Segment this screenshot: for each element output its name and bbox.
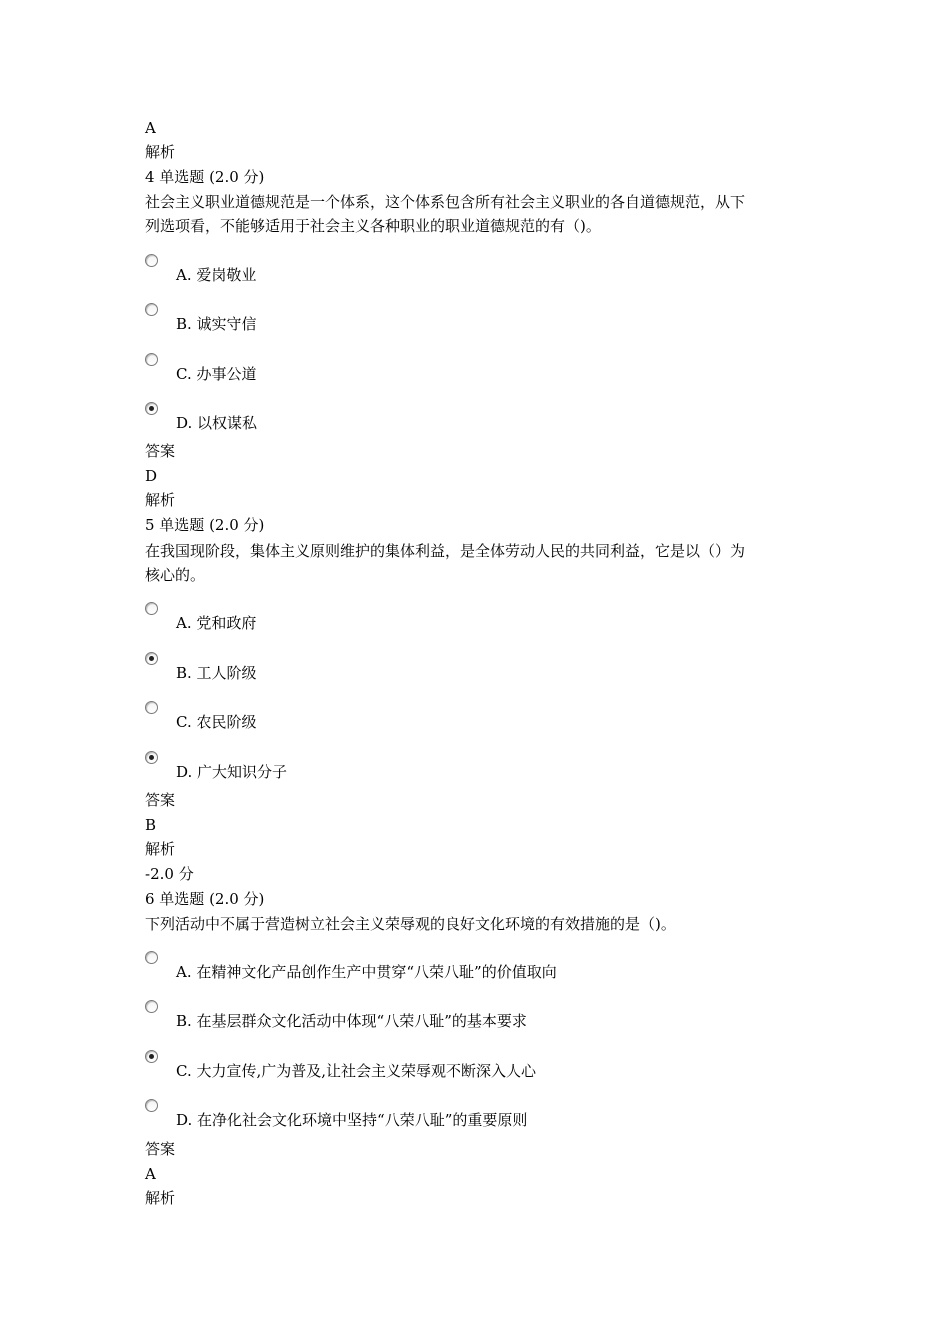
option-label: C. 大力宣传,广为普及,让社会主义荣辱观不断深入人心 (176, 1062, 537, 1080)
answer-label: 答案 (145, 442, 176, 460)
question-stem-line: 核心的。 (145, 566, 206, 584)
answer-label: 答案 (145, 1140, 176, 1158)
question-header: 5 单选题 (2.0 分) (145, 516, 265, 534)
radio-button[interactable] (145, 402, 158, 415)
radio-button[interactable] (145, 1000, 158, 1013)
radio-button[interactable] (145, 1050, 158, 1063)
analysis-label: 解析 (145, 491, 176, 509)
option-label: C. 办事公道 (176, 365, 257, 383)
radio-button[interactable] (145, 701, 158, 714)
answer-label: 答案 (145, 791, 176, 809)
radio-button[interactable] (145, 602, 158, 615)
question-stem-line: 下列活动中不属于营造树立社会主义荣辱观的良好文化环境的有效措施的是（)。 (145, 915, 676, 933)
option-label: A. 爱岗敬业 (176, 266, 257, 284)
option-label: B. 在基层群众文化活动中体现“八荣八耻”的基本要求 (176, 1012, 527, 1030)
option-label: D. 广大知识分子 (176, 763, 288, 781)
answer-value: B (145, 816, 157, 834)
radio-button[interactable] (145, 951, 158, 964)
answer-value: D (145, 467, 158, 485)
question-stem-line: 在我国现阶段，集体主义原则维护的集体利益，是全体劳动人民的共同利益，它是以（）为 (145, 542, 746, 560)
option-label: B. 工人阶级 (176, 664, 257, 682)
question-stem-line: 列选项看，不能够适用于社会主义各种职业的职业道德规范的有（)。 (145, 217, 601, 235)
option-label: B. 诚实守信 (176, 315, 257, 333)
question-header: 6 单选题 (2.0 分) (145, 890, 265, 908)
option-label: D. 在净化社会文化环境中坚持“八荣八耻”的重要原则 (176, 1111, 528, 1129)
option-label: A. 党和政府 (176, 614, 257, 632)
score-text: -2.0 分 (145, 865, 194, 883)
radio-button[interactable] (145, 254, 158, 267)
radio-button[interactable] (145, 353, 158, 366)
answer-value: A (145, 119, 156, 137)
option-label: C. 农民阶级 (176, 713, 257, 731)
radio-button[interactable] (145, 1099, 158, 1112)
radio-button[interactable] (145, 751, 158, 764)
question-stem-line: 社会主义职业道德规范是一个体系，这个体系包含所有社会主义职业的各自道德规范，从下 (145, 193, 746, 211)
question-header: 4 单选题 (2.0 分) (145, 168, 265, 186)
option-label: D. 以权谋私 (176, 414, 258, 432)
option-label: A. 在精神文化产品创作生产中贯穿“八荣八耻”的价值取向 (176, 963, 557, 981)
analysis-label: 解析 (145, 143, 176, 161)
radio-button[interactable] (145, 652, 158, 665)
analysis-label: 解析 (145, 840, 176, 858)
radio-button[interactable] (145, 303, 158, 316)
analysis-label: 解析 (145, 1189, 176, 1207)
answer-value: A (145, 1165, 156, 1183)
